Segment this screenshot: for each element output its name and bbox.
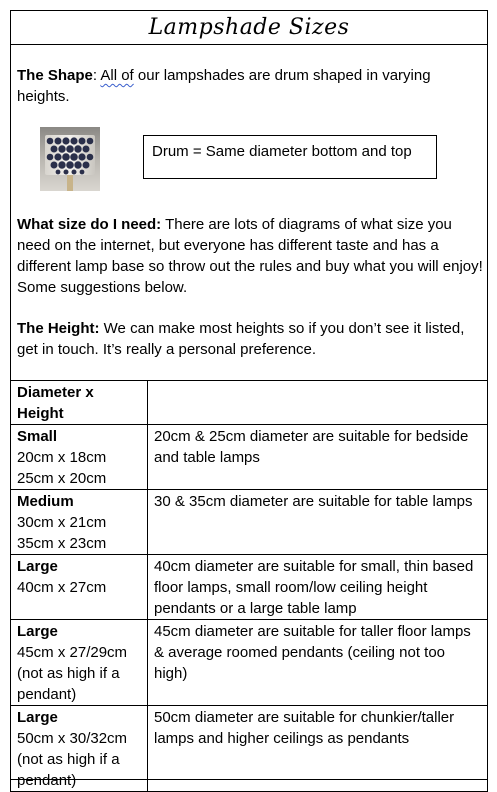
size-name: Medium bbox=[17, 493, 74, 510]
size-note: (not as high if a bbox=[17, 751, 120, 768]
header-line: Height bbox=[17, 405, 64, 422]
size-name: Large bbox=[17, 558, 58, 575]
drum-definition-text: Drum = Same diameter bottom and top bbox=[152, 143, 412, 160]
what-size-text: There are lots of diagrams of what size you need on the internet, but everyone has different taste and has a different lamp base so throw out the rules and buy what you will enjoy! Some suggestions below. bbox=[17, 216, 483, 296]
size-dimension: 20cm x 18cm bbox=[17, 449, 107, 466]
drum-lampshade-image bbox=[40, 127, 100, 191]
page-title: Lampshade Sizes bbox=[148, 15, 350, 40]
size-dimension: 25cm x 20cm bbox=[17, 470, 107, 487]
table-row bbox=[11, 555, 488, 620]
size-note: (not as high if a bbox=[17, 665, 120, 682]
header-cell bbox=[11, 381, 148, 425]
table-row bbox=[11, 706, 488, 792]
what-size-label: What size do I need: bbox=[17, 216, 162, 233]
size-name: Large bbox=[17, 623, 58, 640]
header-line: Diameter x bbox=[17, 384, 94, 401]
document-frame bbox=[10, 10, 488, 789]
size-dimension: 40cm x 27cm bbox=[17, 579, 107, 596]
shape-paragraph bbox=[11, 65, 489, 107]
description-cell: 40cm diameter are suitable for small, thin based floor lamps, small room/low ceiling height pendants or a large table lamp bbox=[148, 555, 488, 620]
height-label: The Height: bbox=[17, 320, 100, 337]
size-dimension: 35cm x 23cm bbox=[17, 535, 107, 552]
size-cell bbox=[11, 555, 148, 620]
size-dimension: 50cm x 30/32cm bbox=[17, 730, 128, 747]
drum-definition-box bbox=[143, 135, 437, 179]
header-cell-empty bbox=[148, 381, 488, 425]
shape-text: our lampshades are drum shaped in varying heights. bbox=[17, 67, 431, 105]
size-table bbox=[10, 380, 488, 792]
size-name: Small bbox=[17, 428, 58, 445]
table-row bbox=[11, 620, 488, 706]
height-text: We can make most heights so if you don’t see it listed, get in touch. It’s really a personal preference. bbox=[17, 320, 465, 358]
spellcheck-underlined-text: All of bbox=[100, 67, 134, 84]
size-note: pendant) bbox=[17, 772, 77, 789]
size-dimension: 30cm x 21cm bbox=[17, 514, 107, 531]
size-cell bbox=[11, 425, 148, 490]
size-cell bbox=[11, 490, 148, 555]
title-bar bbox=[11, 11, 487, 45]
table-row bbox=[11, 425, 488, 490]
size-name: Large bbox=[17, 709, 58, 726]
size-dimension: 45cm x 27/29cm bbox=[17, 644, 128, 661]
description-cell: 30 & 35cm diameter are suitable for table lamps bbox=[148, 490, 488, 555]
table-row bbox=[11, 490, 488, 555]
height-paragraph bbox=[11, 318, 489, 360]
shape-label: The Shape bbox=[17, 67, 93, 84]
description-cell: 50cm diameter are suitable for chunkier/taller lamps and higher ceilings as pendants bbox=[148, 706, 488, 792]
description-cell: 45cm diameter are suitable for taller floor lamps & average roomed pendants (ceiling not too high) bbox=[148, 620, 488, 706]
size-cell bbox=[11, 620, 148, 706]
shape-sep: : bbox=[92, 67, 101, 84]
what-size-paragraph bbox=[11, 214, 489, 298]
size-cell bbox=[11, 706, 148, 792]
size-note: pendant) bbox=[17, 686, 77, 703]
table-header-row bbox=[11, 381, 488, 425]
description-cell: 20cm & 25cm diameter are suitable for bedside and table lamps bbox=[148, 425, 488, 490]
